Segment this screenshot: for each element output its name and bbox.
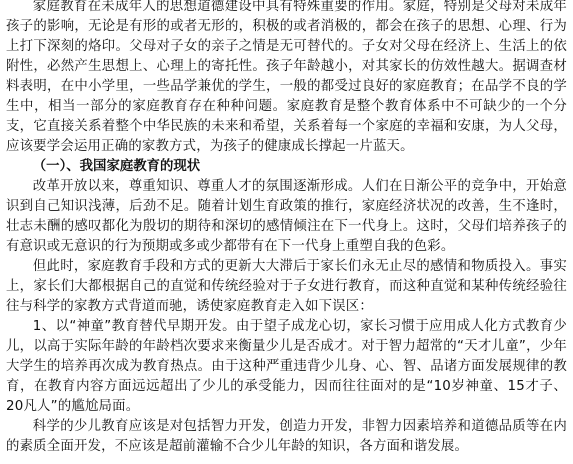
body-paragraph: 1、以“神童”教育替代早期开发。由于望子成龙心切，家长习惯于应用成人化方式教育少儿，以高于实际年龄的年龄档次要求来衡量少儿是否成才。对于智力超常的“天才儿童”，少年大学生的培养再次成为教育热点。由于这种严重违背少儿身、心、智、品诸方面发展规律的教育，在教育内容方面远远超出了少儿的承受能力，因而往往面对的是“10岁神童、15才子、20凡人”的尴尬局面。	[6, 319, 567, 414]
section-heading: （一）、我国家庭教育的现状	[32, 159, 201, 174]
body-paragraph: 科学的少儿教育应该是对包括智力开发，创造力开发，非智力因素培养和道德品质等在内的素质全面开发，不应该是超前灌输不合少儿年龄的知识，各方面和谐发展。	[6, 419, 567, 454]
body-paragraph: 但此时，家庭教育手段和方式的更新大大滞后于家长们永无止尽的感情和物质投入。事实上，家长们大都根据自己的直觉和传统经验对于子女进行教育，而这种直觉和某种传统经验往往与科学的家教方式背道而驰，诱使家庭教育走入如下误区：	[6, 259, 567, 314]
body-paragraph: 改革开放以来，尊重知识、尊重人才的氛围逐渐形成。人们在日渐公平的竞争中，开始意识到自己知识浅薄，后劲不足。随着计划生育政策的推行，家庭经济状况的改善，生不逢时，壮志未酬的感叹都化为殷切的期待和深切的感情倾注在下一代身上。这时，父母们培养孩子的有意识或无意识的行为预期或多或少都带有在下一代身上重塑自我的色彩。	[6, 179, 567, 254]
intro-paragraph: 家庭教育在未成年人的思想道德建设中具有特殊重要的作用。家庭，特别是父母对未成年孩子的影响，无论是有形的或者无形的，积极的或者消极的，都会在孩子的思想、心理、行为上打下深刻的烙印。父母对子女的亲子之情是无可替代的。子女对父母在经济上、生活上的依附性，必然产生思想上、心理上的寄托性。孩子年龄越小，对其家长的仿效性越大。据调查材料表明，在中小学里，一些品学兼优的学生，一般的都受过良好的家庭教育；在品学不良的学生中，相当一部分的家庭教育存在种种问题。家庭教育是整个教育体系中不可缺少的一个分支，它直接关系着整个中华民族的未来和希望，关系着每一个家庭的幸福和安康，为人父母，应该要学会运用正确的家教方式，为孩子的健康成长撑起一片蓝天。	[6, 0, 567, 154]
